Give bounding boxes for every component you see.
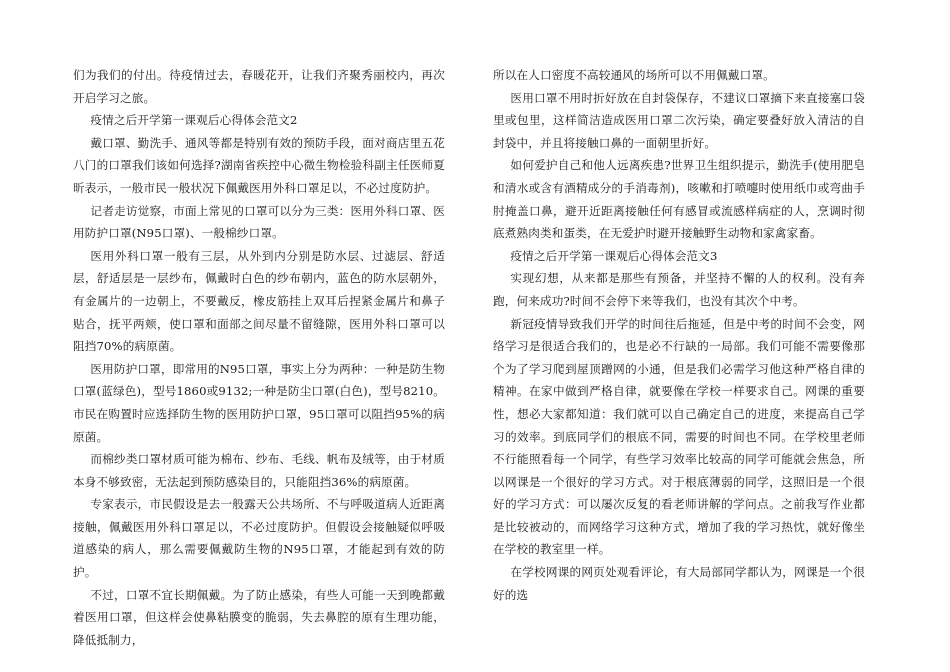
paragraph-continuation: 所以在人口密度不高较通风的场所可以不用佩戴口罩。 xyxy=(493,68,775,82)
paragraph: 医用口罩不用时折好放在自封袋保存，不建议口罩摘下来直接塞口袋里或包里，这样简洁造成医用口罩二次污染，确定要叠好放入清洁的自封袋中，并且将接触口鼻的一面朝里折好。 xyxy=(493,90,865,150)
paragraph: 不过，口罩不宜长期佩戴。为了防止感染，有些人可能一天到晚都戴着医用口罩，但这样会使鼻粘膜变的脆弱，失去鼻腔的原有生理功能，降低抵制力， xyxy=(73,587,445,647)
paragraph: 医用外科口罩一般有三层，从外到内分别是防水层、过滤层、舒适层，舒适层是一层纱布，佩戴时白色的纱布朝内，蓝色的防水层朝外，有金属片的一边朝上，不要戴反，橡皮筋挂上双耳后捏紧金属片和鼻子贴合，抚平两颊，使口罩和面部之间尽量不留缝隙，医用外科口罩可以阻挡70%的病原菌。 xyxy=(73,248,445,354)
paragraph: 记者走访觉察，市面上常见的口罩可以分为三类：医用外科口罩、医用防护口罩(N95口罩)、一般棉纱口罩。 xyxy=(73,203,445,241)
paragraph: 如何爱护自己和他人远离疾患?世界卫生组织提示，勤洗手(使用肥皂和清水或含有酒精成分的手消毒剂)，咳嗽和打喷嚏时使用纸巾或弯曲手肘掩盖口鼻，避开近距离接触任何有感冒或流感样病症的人，烹调时彻底煮熟肉类和蛋类，在无爱护时避开接触野生动物和家禽家畜。 xyxy=(493,158,865,241)
section-heading: 疫情之后开学第一课观后心得体会范文2 xyxy=(90,113,298,128)
paragraph: 而棉纱类口罩材质可能为棉布、纱布、毛线、帆布及绒等，由于材质本身不够致密，无法起到预防感染目的，只能阻挡36%的病原菌。 xyxy=(73,452,445,489)
paragraph: 专家表示，市民假设是去一般露天公共场所、不与呼吸道病人近距离接触，佩戴医用外科口罩足以，不必过度防护。但假设会接触疑似呼吸道感染的病人，那么需要佩戴防生物的N95口罩，才能起到有效的防护。 xyxy=(73,497,445,580)
paragraph: 医用防护口罩，即常用的N95口罩，事实上分为两种：一种是防生物口罩(蓝绿色)，型号1860或9132;一种是防尘口罩(白色)，型号8210。市民在购置时应选择防生物的医用防护口罩，95口罩可以阻挡95%的病原菌。 xyxy=(73,361,445,444)
paragraph: 新冠疫情导致我们开学的时间往后拖延，但是中考的时间不会变，网络学习是很适合我们的，也是必不行缺的一局部。我们可能不需要像那个为了学习爬到屋顶蹭网的小通，但是我们必需学习他这种严格自律的精神。在家中做到严格自律，就要像在学校一样要求自己。网课的重要性，想必大家都知道：我们就可以自己确定自己的进度，来提高自己学习的效率。到底同学们的根底不同，需要的时间也不同。在学校里老师不行能照看每一个同学，有些学习效率比较高的同学可能就会焦急，所以网课是一个很好的学习方式。对于根底薄弱的同学，这照旧是一个很好的学习方式：可以屡次反复的看老师讲解的学问点。之前我写作业都是比较被动的，而网络学习这种方式，增加了我的学习热忱，就好像坐在学校的教室里一样。 xyxy=(493,316,865,557)
paragraph: 实现幻想，从来都是那些有预备，并坚持不懈的人的权利。没有奔跑，何来成功?时间不会停下来等我们，也没有其次个中考。 xyxy=(493,271,865,308)
paragraph: 在学校网课的网页处观看评论，有大局部同学都认为，网课是一个很好的选 xyxy=(493,565,865,602)
right-column xyxy=(493,64,865,606)
paragraph: 戴口罩、勤洗手、通风等都是特别有效的预防手段，面对商店里五花八门的口罩我们该如何选择?湖南省疾控中心微生物检验科副主任医师夏昕表示，一般市民一般状况下佩戴医用外科口罩足以，不必过度防护。 xyxy=(73,135,445,195)
paragraph-continuation: 们为我们的付出。待疫情过去，春暖花开，让我们齐聚秀丽校内，再次开启学习之旅。 xyxy=(73,68,445,105)
left-column xyxy=(73,64,445,651)
section-heading: 疫情之后开学第一课观后心得体会范文3 xyxy=(510,248,718,263)
